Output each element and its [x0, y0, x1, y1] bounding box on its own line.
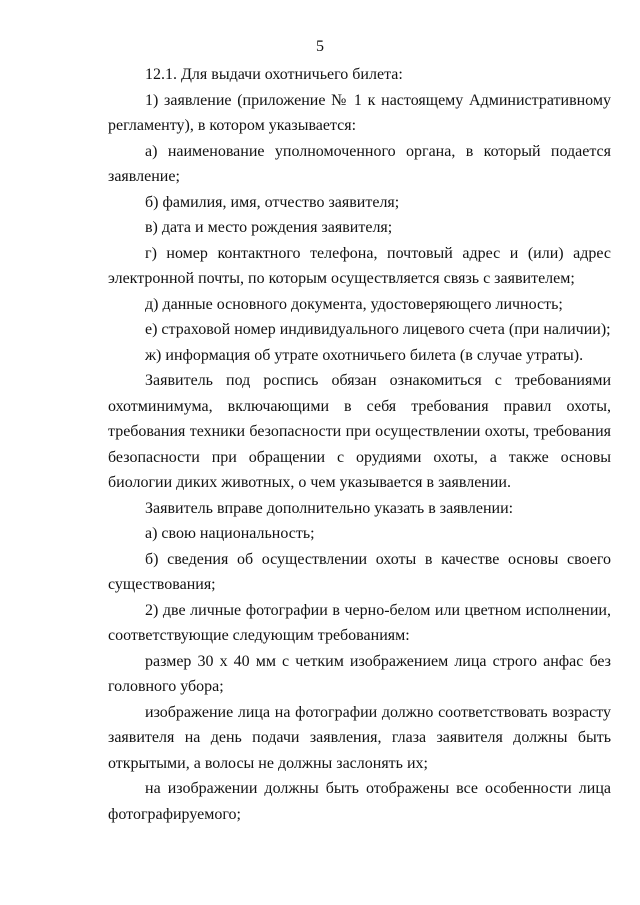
paragraph-item-b: б) фамилия, имя, отчество заявителя; [145, 193, 400, 211]
document-body [108, 62, 611, 827]
page-number: 5 [316, 38, 324, 55]
paragraph-photo-features: на изображении должны быть отображены все особенности лица фотографируемого; [108, 780, 611, 823]
paragraph-item-zh: ж) информация об утрате охотничьего билета (в случае утраты). [145, 346, 584, 364]
paragraph-photo-face: изображение лица на фотографии должно соответствовать возрасту заявителя на день подачи заявления, глаза заявителя должны быть открытыми, а волосы не должны заслонять их; [108, 703, 611, 772]
paragraph-photographs: 2) две личные фотографии в черно-белом или цветном исполнении, соответствующие следующим требованиям: [108, 601, 611, 644]
paragraph-item-g: г) номер контактного телефона, почтовый адрес и (или) адрес электронной почты, по которым осуществляется связь с заявителем; [108, 244, 611, 287]
paragraph-nationality: а) свою национальность; [145, 525, 315, 542]
paragraph-12-1: 12.1. Для выдачи охотничьего билета: [145, 66, 403, 83]
paragraph-item-e: е) страховой номер индивидуального лицевого счета (при наличии); [145, 321, 611, 338]
paragraph-additional-info: Заявитель вправе дополнительно указать в заявлении: [145, 499, 514, 517]
paragraph-hunting-minimum: Заявитель под роспись обязан ознакомиться с требованиями охотминимума, включающими в себя требования правил охоты, требования техники безопасности при осуществлении охоты, требования безопасности при обращении с орудиями охоты, а также основы биологии диких животных, о чем указывается в заявлении. [108, 372, 611, 491]
paragraph-application: 1) заявление (приложение № 1 к настоящему Административному регламенту), в котором указывается: [108, 91, 611, 134]
paragraph-photo-size: размер 30 х 40 мм с четким изображением лица строго анфас без головного убора; [108, 652, 611, 695]
paragraph-existence-basis: б) сведения об осуществлении охоты в качестве основы своего существования; [108, 550, 611, 593]
paragraph-item-d: д) данные основного документа, удостоверяющего личность; [145, 295, 563, 313]
paragraph-item-v: в) дата и место рождения заявителя; [145, 219, 393, 236]
paragraph-item-a: а) наименование уполномоченного органа, в который подается заявление; [108, 142, 611, 185]
